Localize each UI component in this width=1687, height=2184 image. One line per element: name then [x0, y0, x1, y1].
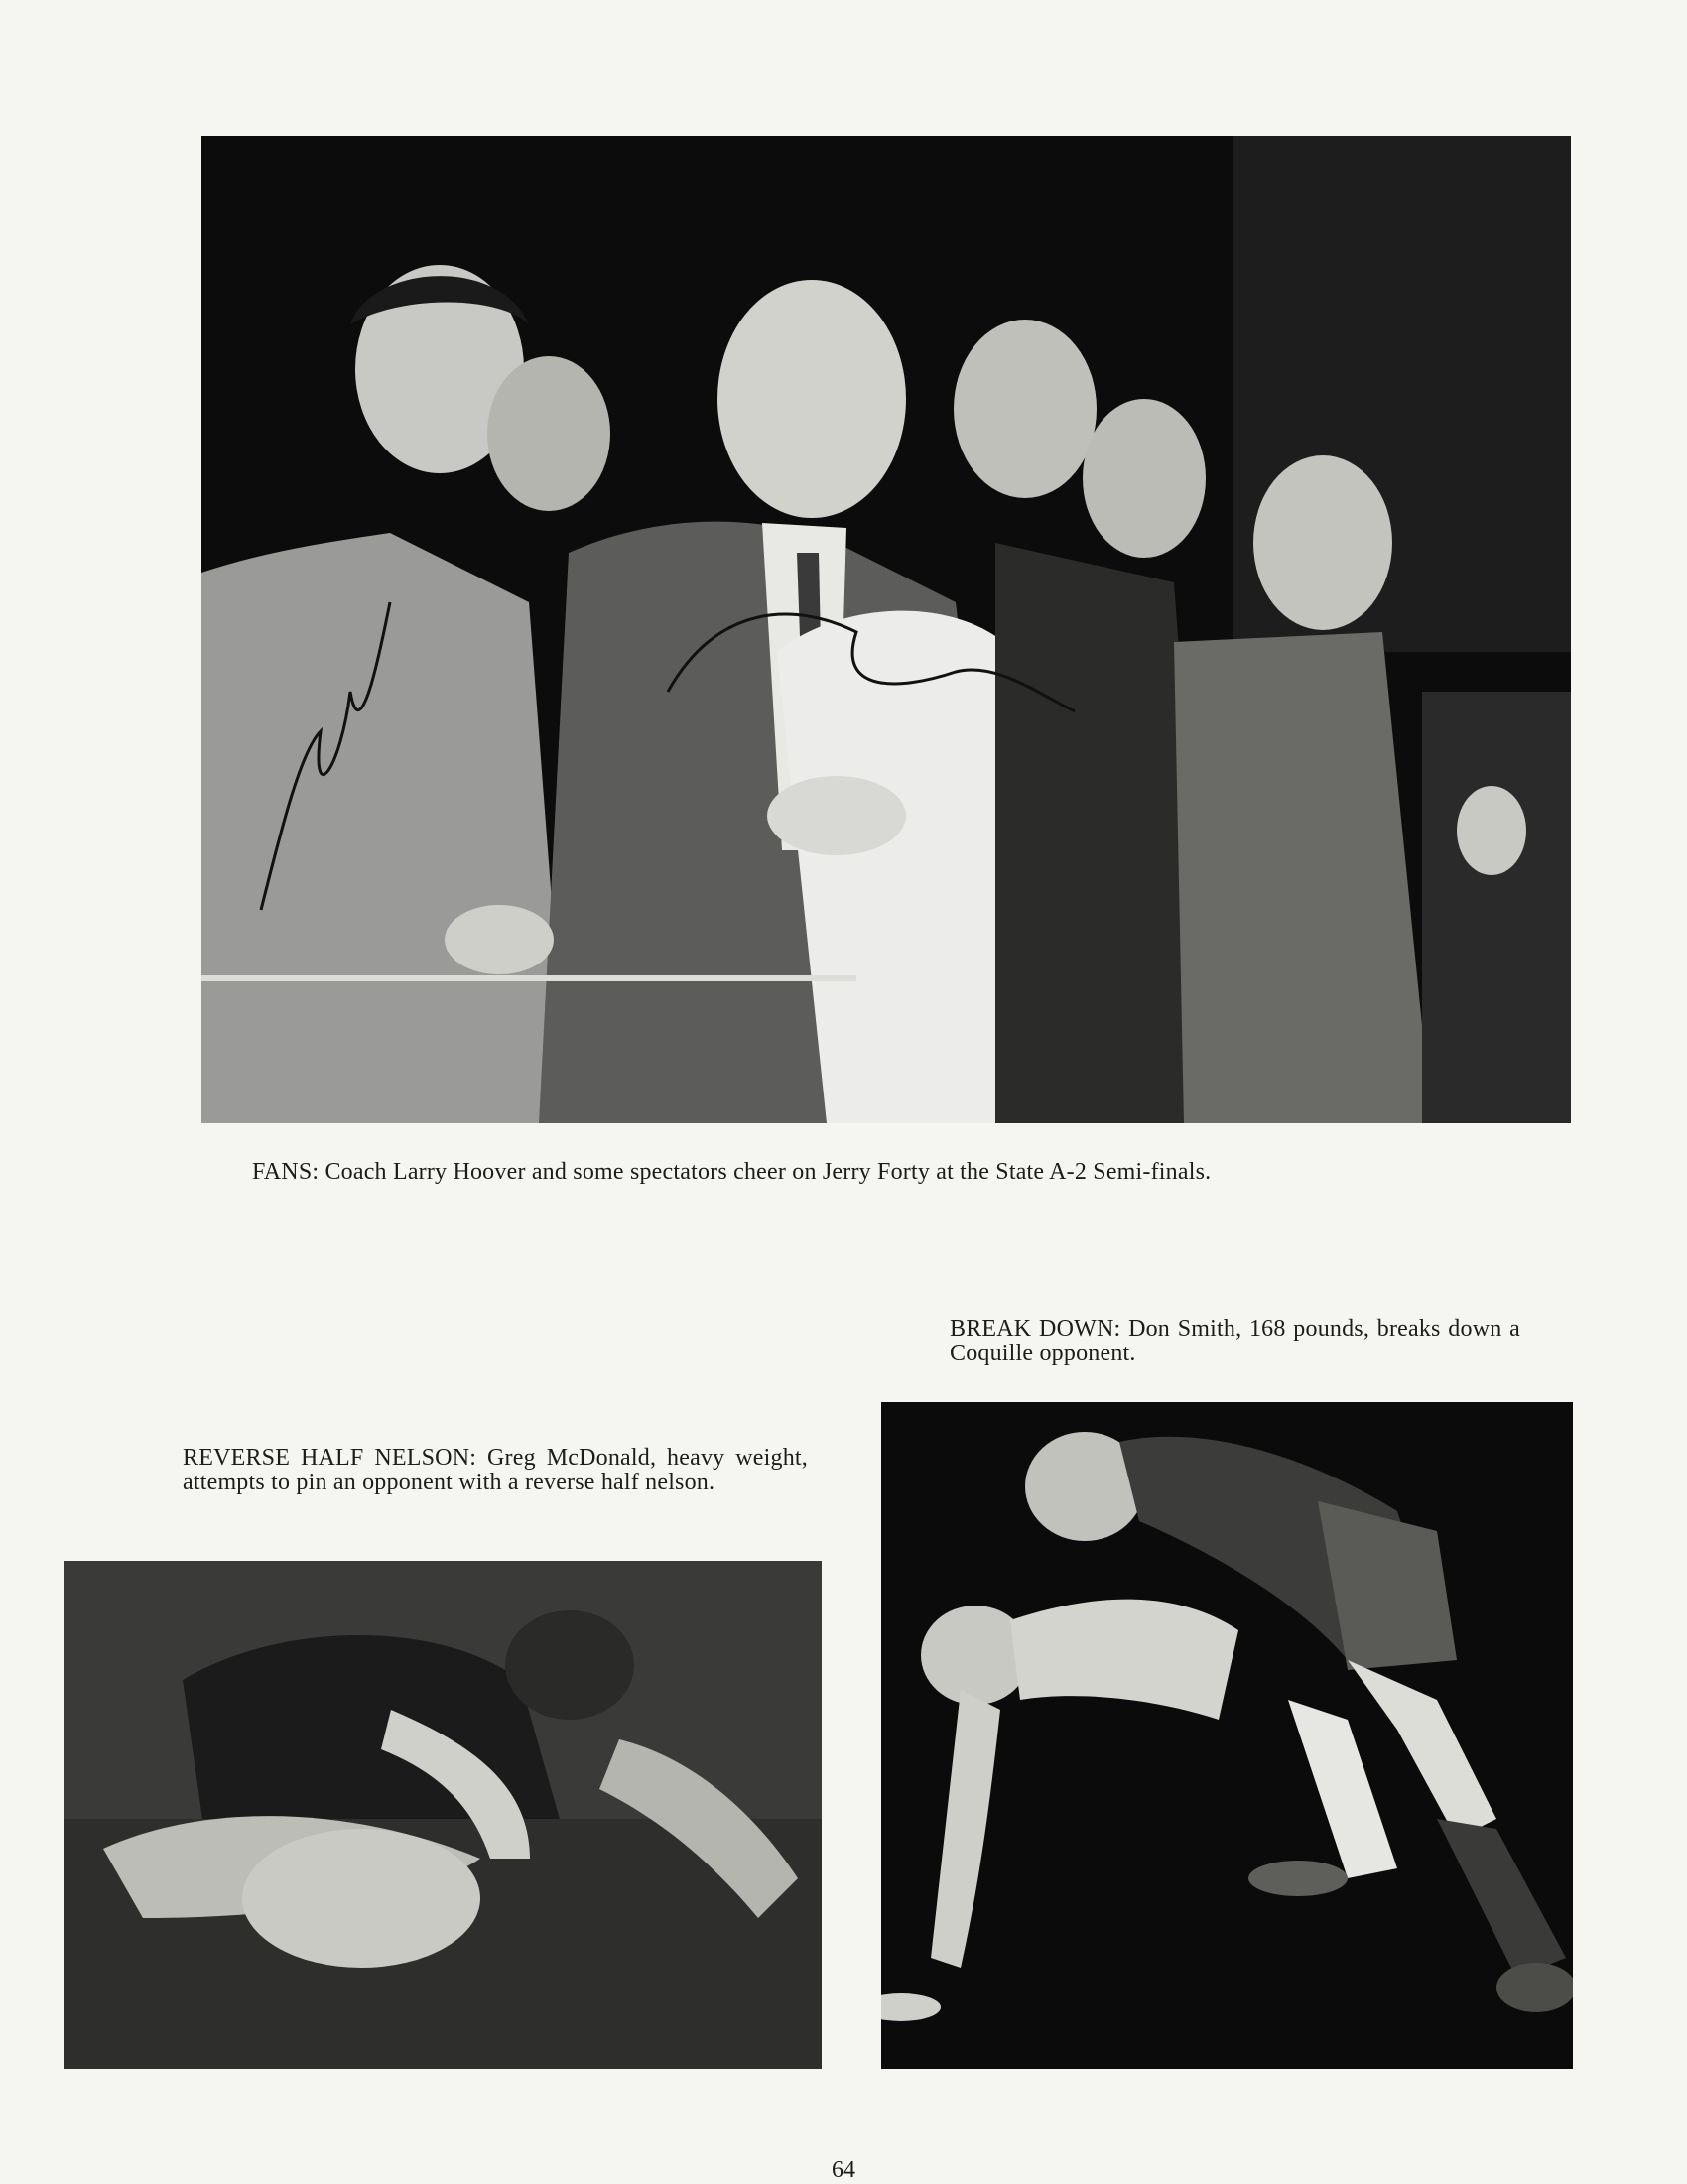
fans-caption: FANS: Coach Larry Hoover and some spectators cheer on Jerry Forty at the State A-2 Semi-finals. [252, 1159, 1212, 1185]
break-down-photo [881, 1402, 1573, 2069]
fans-photo-image [201, 136, 1571, 1123]
reverse-half-nelson-photo [64, 1561, 822, 2069]
reverse-half-nelson-image [64, 1561, 822, 2069]
break-down-caption: BREAK DOWN: Don Smith, 168 pounds, breaks down a Coquille opponent. [950, 1316, 1520, 1366]
page-number: 64 [832, 2157, 855, 2183]
fans-photo [201, 136, 1571, 1123]
break-down-image [881, 1402, 1573, 2069]
reverse-half-nelson-caption: REVERSE HALF NELSON: Greg McDonald, heavy weight, attempts to pin an opponent with a reverse half nelson. [183, 1445, 808, 1495]
